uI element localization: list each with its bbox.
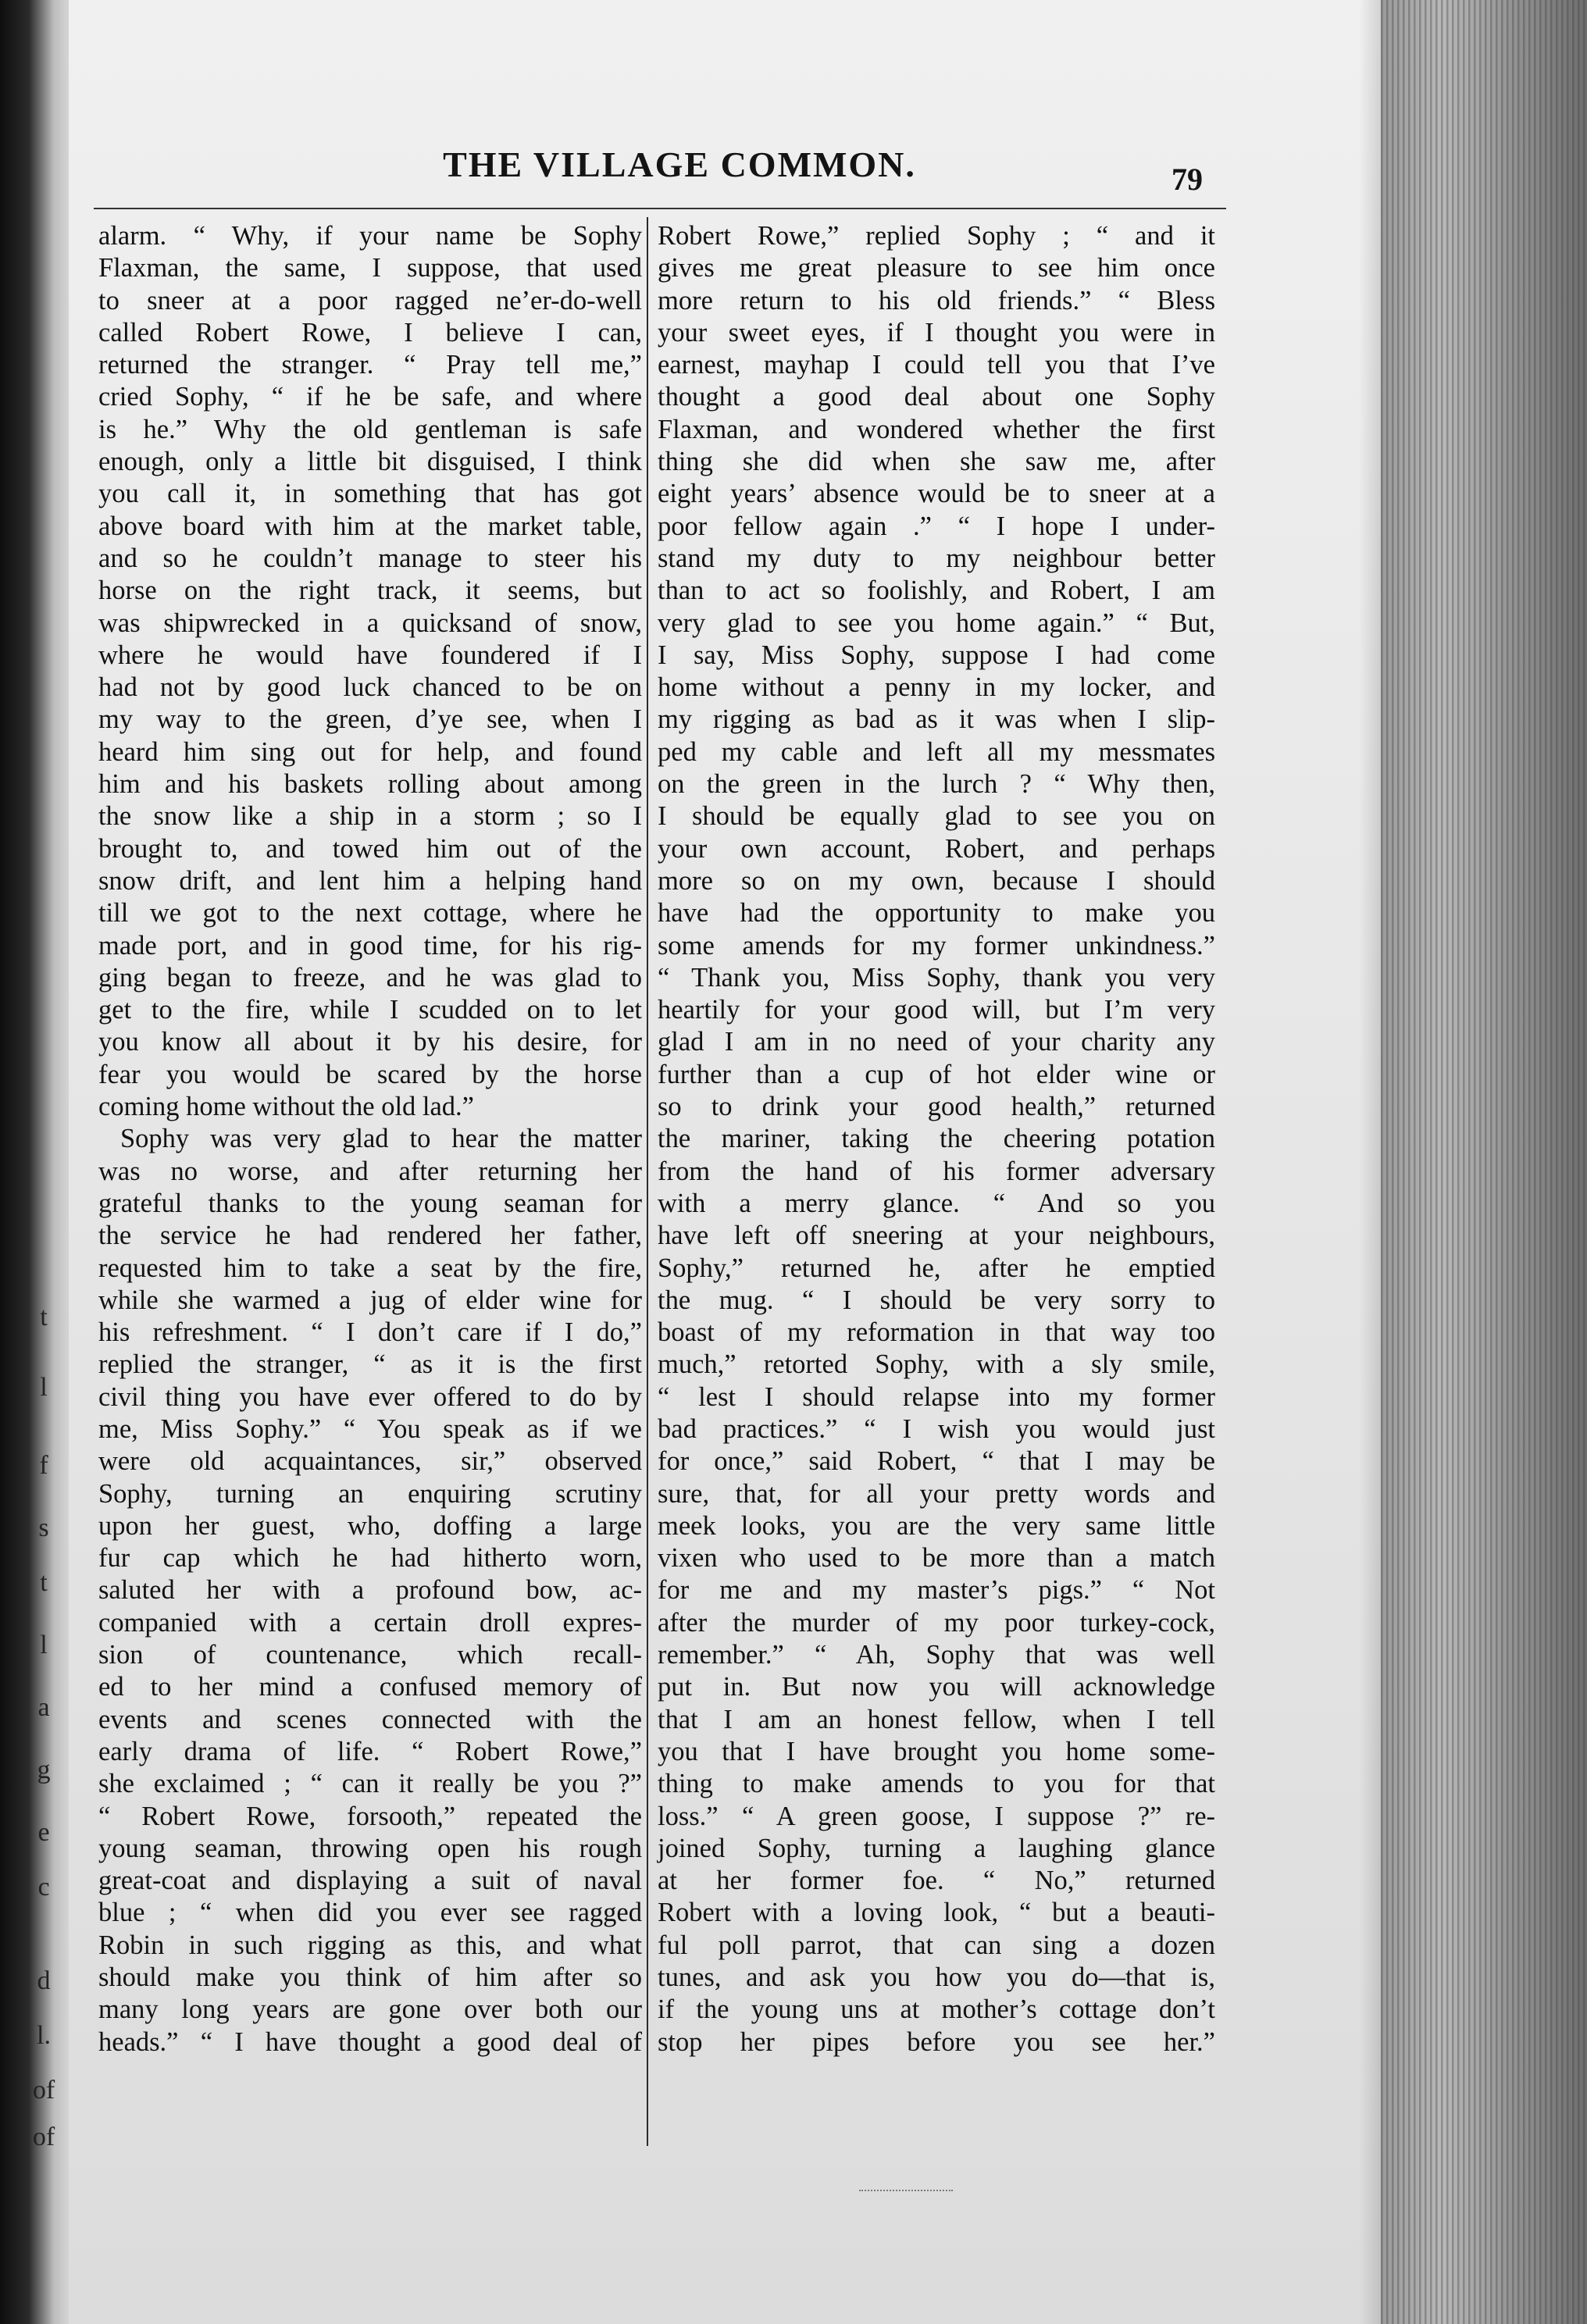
text-line: Sophy was very glad to hear the matter — [120, 1124, 642, 1154]
text-line: was no worse, and after returning her — [98, 1156, 642, 1186]
header-rule — [94, 208, 1226, 209]
text-line: boast of my reformation in that way too — [658, 1317, 1215, 1348]
facing-page-fragment: e — [37, 1818, 50, 1847]
text-line: heard him sing out for help, and found — [98, 736, 642, 767]
text-line: Flaxman, the same, I suppose, that used — [98, 253, 642, 283]
text-line: enough, only a little bit disguised, I think — [98, 447, 642, 477]
text-line: where he would have foundered if I — [98, 640, 642, 670]
facing-page-fragment: s — [38, 1513, 49, 1542]
text-line: gives me great pleasure to see him once — [658, 253, 1215, 283]
facing-page-fragment: f — [39, 1451, 48, 1480]
text-line: sion of countenance, which recall- — [98, 1640, 642, 1670]
text-line: your sweet eyes, if I thought you were in — [658, 317, 1215, 348]
text-line: that I am an honest fellow, when I tell — [658, 1704, 1215, 1734]
text-line: to sneer at a poor ragged ne’er-do-well — [98, 285, 642, 315]
text-line: is he.” Why the old gentleman is safe — [98, 414, 642, 444]
text-line: so to drink your good health,” returned — [658, 1092, 1215, 1122]
text-line: more return to his old friends.” “ Bless — [658, 285, 1215, 315]
facing-page-fragment: l — [40, 1373, 48, 1402]
text-line: meek looks, you are the very same little — [658, 1510, 1215, 1541]
text-line: till we got to the next cottage, where he — [98, 898, 642, 929]
text-line: if the young uns at mother’s cottage don’t — [658, 1994, 1215, 2025]
text-line: alarm. “ Why, if your name be Sophy — [98, 221, 642, 251]
facing-page-fragment: t — [40, 1303, 48, 1331]
text-line: Sophy, turning an enquiring scrutiny — [98, 1478, 642, 1509]
printer-mark — [859, 2190, 953, 2191]
text-line: stand my duty to my neighbour better — [658, 543, 1215, 573]
text-line: Sophy,” returned he, after he emptied — [658, 1253, 1215, 1283]
text-line: above board with him at the market table, — [98, 511, 642, 541]
text-line: returned the stranger. “ Pray tell me,” — [98, 350, 642, 380]
text-line: Robert Rowe,” replied Sophy ; “ and it — [658, 221, 1215, 251]
text-line: sure, that, for all your pretty words and — [658, 1478, 1215, 1509]
text-line: him and his baskets rolling about among — [98, 769, 642, 800]
text-line: ful poll parrot, that can sing a dozen — [658, 1930, 1215, 1960]
text-line: upon her guest, who, doffing a large — [98, 1510, 642, 1541]
text-line: have left off sneering at your neighbours, — [658, 1221, 1215, 1251]
text-line: called Robert Rowe, I believe I can, — [98, 317, 642, 348]
facing-page-fragment: of — [32, 2076, 55, 2105]
text-line: should make you think of him after so — [98, 1962, 642, 1993]
text-line: snow drift, and lent him a helping hand — [98, 865, 642, 896]
text-line: bad practices.” “ I wish you would just — [658, 1413, 1215, 1444]
text-line: stop her pipes before you see her.” — [658, 2026, 1215, 2057]
text-line: the mug. “ I should be very sorry to — [658, 1285, 1215, 1315]
text-line: heartily for your good will, but I’m very — [658, 995, 1215, 1025]
text-line: was shipwrecked in a quicksand of snow, — [98, 608, 642, 638]
facing-page-fragment: g — [37, 1755, 51, 1784]
text-line: than to act so foolishly, and Robert, I am — [658, 576, 1215, 606]
text-line: horse on the right track, it seems, but — [98, 576, 642, 606]
facing-page-fragment: l. — [37, 2021, 51, 2050]
text-line: young seaman, throwing open his rough — [98, 1833, 642, 1863]
text-column-right — [658, 220, 1215, 2058]
text-line: while she warmed a jug of elder wine for — [98, 1285, 642, 1315]
text-line: Flaxman, and wondered whether the first — [658, 414, 1215, 444]
facing-page-fragment: t — [40, 1568, 48, 1597]
text-line: replied the stranger, “ as it is the first — [98, 1349, 642, 1380]
text-line: the snow like a ship in a storm ; so I — [98, 801, 642, 832]
text-line: with a merry glance. “ And so you — [658, 1188, 1215, 1218]
text-line: “ Robert Rowe, forsooth,” repeated the — [98, 1801, 642, 1831]
text-line: you that I have brought you home some- — [658, 1736, 1215, 1766]
facing-page-fragment: l — [40, 1631, 48, 1659]
text-line: Robin in such rigging as this, and what — [98, 1930, 642, 1960]
book-fore-edge — [1381, 0, 1587, 2324]
text-line: vixen who used to be more than a match — [658, 1543, 1215, 1574]
text-line: very glad to see you home again.” “ But, — [658, 608, 1215, 638]
text-line: fear you would be scared by the horse — [98, 1059, 642, 1089]
text-line: “ lest I should relapse into my former — [658, 1381, 1215, 1412]
text-line: you know all about it by his desire, for — [98, 1027, 642, 1057]
text-line: ped my cable and left all my messmates — [658, 736, 1215, 767]
text-line: I say, Miss Sophy, suppose I had come — [658, 640, 1215, 670]
text-line: saluted her with a profound bow, ac- — [98, 1575, 642, 1606]
text-line: thing she did when she saw me, after — [658, 447, 1215, 477]
text-line: my rigging as bad as it was when I slip- — [658, 704, 1215, 735]
text-line: you call it, in something that has got — [98, 479, 642, 509]
text-line: home without a penny in my locker, and — [658, 672, 1215, 703]
text-line: much,” retorted Sophy, with a sly smile, — [658, 1349, 1215, 1380]
text-line: further than a cup of hot elder wine or — [658, 1059, 1215, 1089]
text-line: brought to, and towed him out of the — [98, 833, 642, 864]
text-line: the mariner, taking the cheering potation — [658, 1124, 1215, 1154]
text-line: coming home without the old lad.” — [98, 1092, 474, 1122]
column-divider — [647, 217, 648, 2146]
text-line: thought a good deal about one Sophy — [658, 382, 1215, 412]
facing-page-fragment: of — [32, 2123, 55, 2151]
text-line: for once,” said Robert, “ that I may be — [658, 1446, 1215, 1477]
text-line: tunes, and ask you how you do—that is, — [658, 1962, 1215, 1993]
text-line: ging began to freeze, and he was glad to — [98, 962, 642, 993]
text-line: great-coat and displaying a suit of naval — [98, 1866, 642, 1896]
page-number: 79 — [1172, 162, 1203, 197]
text-line: grateful thanks to the young seaman for — [98, 1188, 642, 1218]
text-line: his refreshment. “ I don’t care if I do,” — [98, 1317, 642, 1348]
text-line: loss.” “ A green goose, I suppose ?” re- — [658, 1801, 1215, 1831]
text-line: fur cap which he had hitherto worn, — [98, 1543, 642, 1574]
text-line: some amends for my former unkindness.” — [658, 930, 1215, 961]
text-line: had not by good luck chanced to be on — [98, 672, 642, 703]
text-line: from the hand of his former adversary — [658, 1156, 1215, 1186]
text-line: have had the opportunity to make you — [658, 898, 1215, 929]
text-line: blue ; “ when did you ever see ragged — [98, 1898, 642, 1928]
text-line: on the green in the lurch ? “ Why then, — [658, 769, 1215, 800]
text-line: requested him to take a seat by the fire, — [98, 1253, 642, 1283]
text-line: get to the fire, while I scudded on to let — [98, 995, 642, 1025]
text-line: she exclaimed ; “ can it really be you ?” — [98, 1769, 642, 1799]
text-line: glad I am in no need of your charity any — [658, 1027, 1215, 1057]
text-line: my way to the green, d’ye see, when I — [98, 704, 642, 735]
text-line: early drama of life. “ Robert Rowe,” — [98, 1736, 642, 1766]
text-line: your own account, Robert, and perhaps — [658, 833, 1215, 864]
text-line: were old acquaintances, sir,” observed — [98, 1446, 642, 1477]
facing-page-fragment: a — [37, 1693, 50, 1722]
text-line: many long years are gone over both our — [98, 1994, 642, 2025]
text-line: earnest, mayhap I could tell you that I’ve — [658, 350, 1215, 380]
text-line: thing to make amends to you for that — [658, 1769, 1215, 1799]
text-line: made port, and in good time, for his rig- — [98, 930, 642, 961]
text-line: poor fellow again .” “ I hope I under- — [658, 511, 1215, 541]
facing-page-fragment: c — [37, 1873, 50, 1902]
text-line: civil thing you have ever offered to do by — [98, 1381, 642, 1412]
text-column-left — [98, 220, 642, 2058]
text-line: after the murder of my poor turkey-cock, — [658, 1607, 1215, 1638]
text-line: joined Sophy, turning a laughing glance — [658, 1833, 1215, 1863]
text-line: remember.” “ Ah, Sophy that was well — [658, 1640, 1215, 1670]
text-line: heads.” “ I have thought a good deal of — [98, 2026, 642, 2057]
text-line: I should be equally glad to see you on — [658, 801, 1215, 832]
facing-page-fragment: d — [37, 1966, 51, 1995]
text-line: the service he had rendered her father, — [98, 1221, 642, 1251]
text-line: cried Sophy, “ if he be safe, and where — [98, 382, 642, 412]
text-line: “ Thank you, Miss Sophy, thank you very — [658, 962, 1215, 993]
text-line: more so on my own, because I should — [658, 865, 1215, 896]
text-line: companied with a certain droll expres- — [98, 1607, 642, 1638]
facing-page-edge — [0, 0, 72, 2324]
text-line: Robert with a loving look, “ but a beauti- — [658, 1898, 1215, 1928]
text-line: ed to her mind a confused memory of — [98, 1672, 642, 1702]
text-line: eight years’ absence would be to sneer at a — [658, 479, 1215, 509]
running-title: THE VILLAGE COMMON. — [443, 144, 916, 184]
text-line: for me and my master’s pigs.” “ Not — [658, 1575, 1215, 1606]
text-line: events and scenes connected with the — [98, 1704, 642, 1734]
text-line: at her former foe. “ No,” returned — [658, 1866, 1215, 1896]
text-line: put in. But now you will acknowledge — [658, 1672, 1215, 1702]
text-line: and so he couldn’t manage to steer his — [98, 543, 642, 573]
text-line: me, Miss Sophy.” “ You speak as if we — [98, 1413, 642, 1444]
